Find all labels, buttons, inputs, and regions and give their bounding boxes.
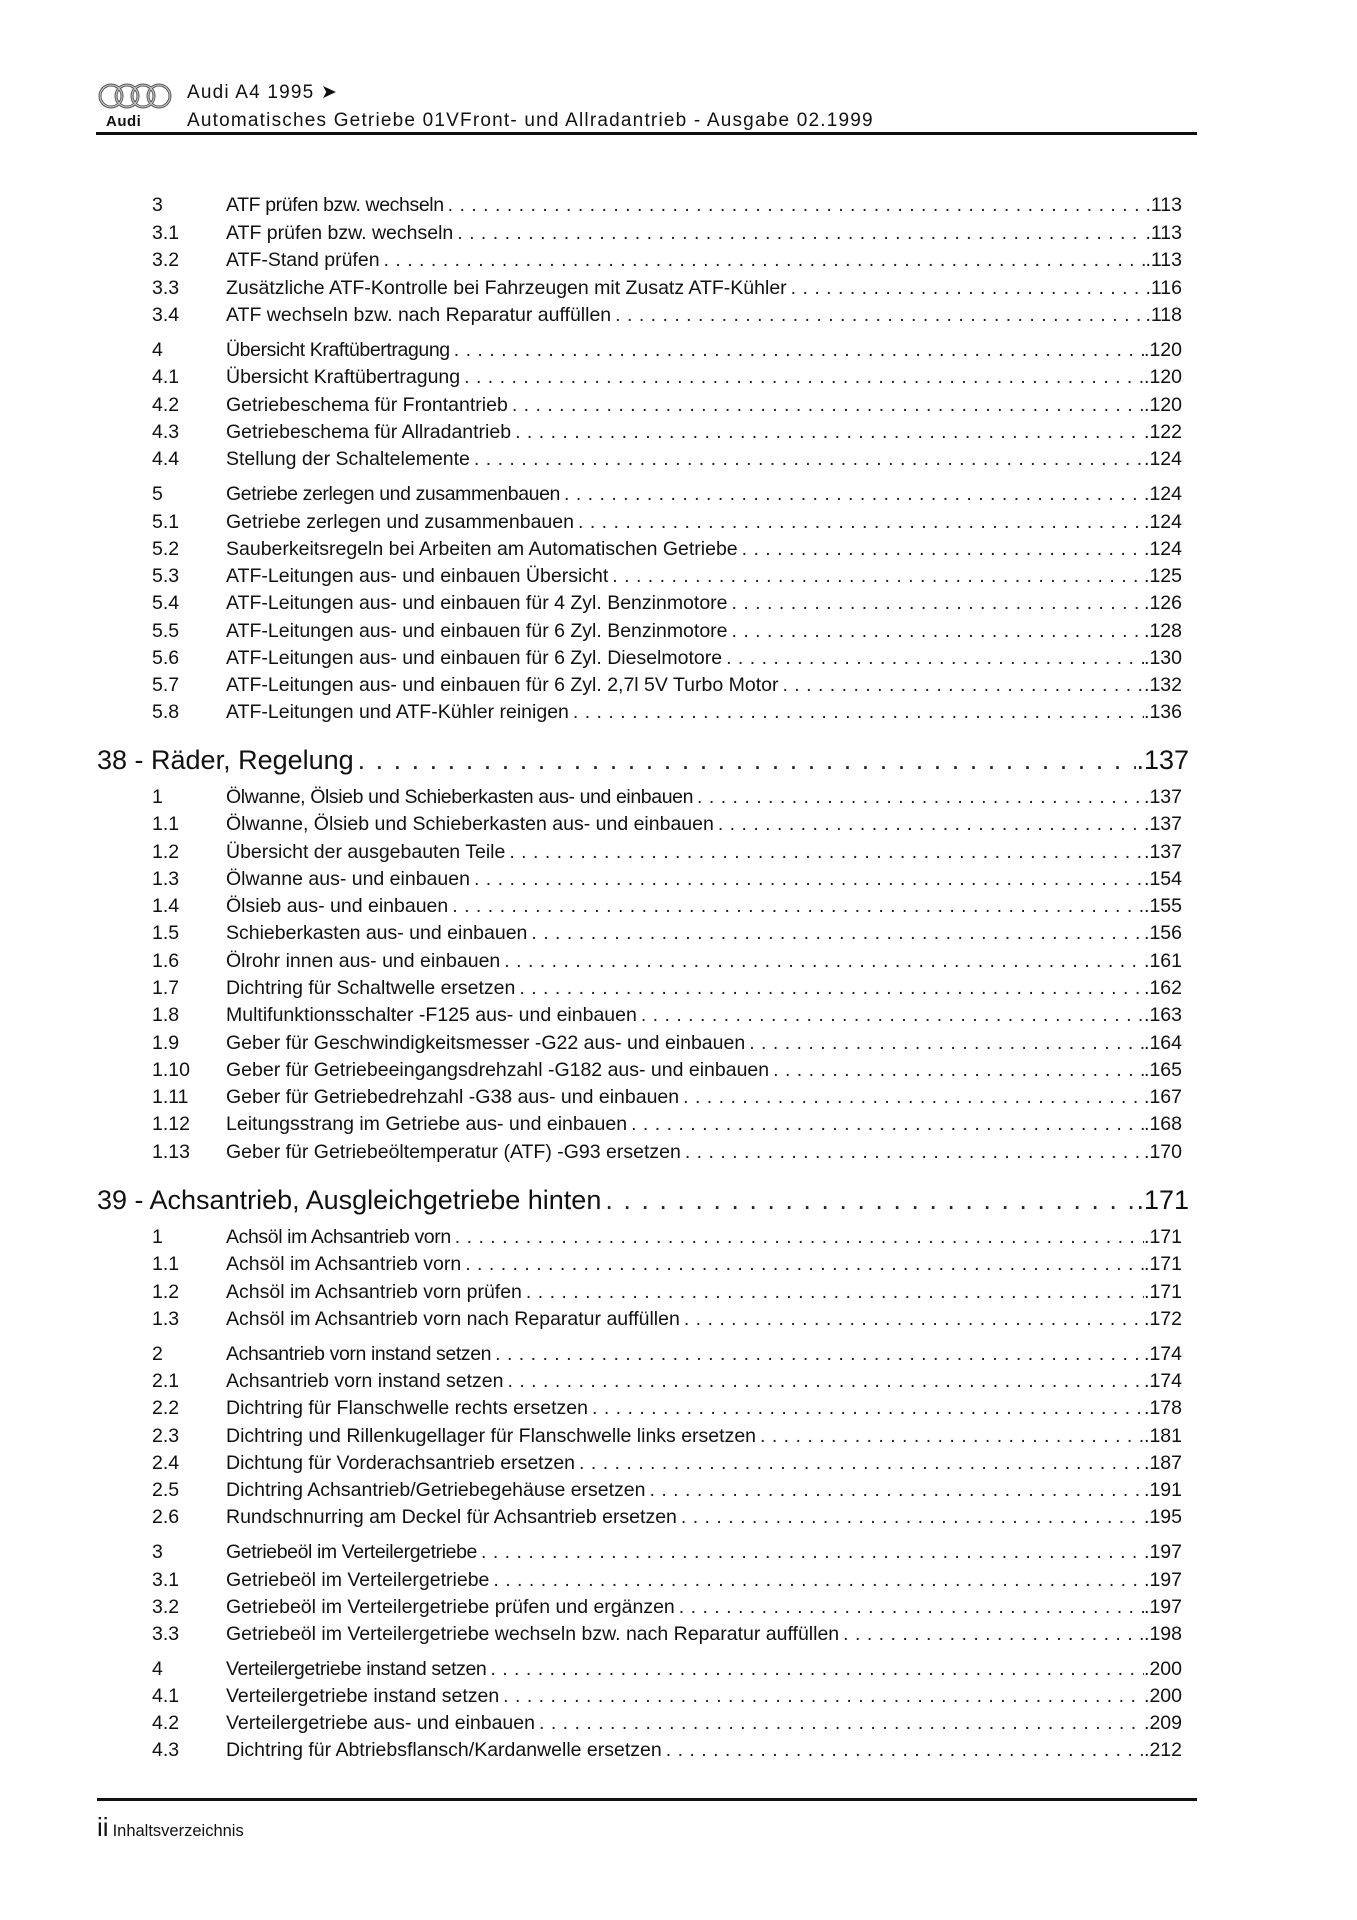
toc-number: 1.3 [152,1307,180,1330]
dot-leader [749,1032,1144,1055]
toc-title: Geber für Getriebeöltemperatur (ATF) -G93 ersetzen [226,1140,681,1163]
toc-number: 5 [152,482,163,505]
toc-title: ATF-Leitungen aus- und einbauen für 6 Zyl. Dieselmotore [226,646,723,669]
toc-number: 3.4 [152,303,180,326]
toc-title: Dichtring für Abtriebsflansch/Kardanwelle ersetzen [226,1738,662,1761]
toc-section-row[interactable] [152,784,1182,810]
toc-page-number: .120 [1144,365,1182,388]
toc-entry-row[interactable] [152,1306,1182,1332]
toc-number: 3.3 [152,276,180,299]
toc-title: Übersicht Kraftübertragung [226,338,450,361]
page-number: ii [97,1812,109,1842]
dot-leader [493,1569,1144,1592]
footer-divider [97,1798,1197,1801]
toc-title: Achsöl im Achsantrieb vorn [226,1252,462,1275]
toc-page-number: .174 [1144,1342,1182,1365]
dot-leader [791,277,1146,300]
toc-page-number: .171 [1144,1225,1182,1248]
dot-leader [732,592,1145,615]
toc-entry-row[interactable] [152,590,1182,616]
dot-leader [650,1479,1145,1502]
toc-title: Dichtring Achsantrieb/Getriebegehäuse ersetzen [226,1478,646,1501]
toc-number: 2 [152,1342,163,1365]
toc-number: 5.5 [152,619,180,642]
toc-entry-row[interactable] [152,392,1182,418]
dot-leader [464,366,1144,389]
dot-leader [683,1086,1144,1109]
dot-leader [508,1370,1145,1393]
toc-number: 3 [152,1540,163,1563]
toc-number: 4.1 [152,1684,180,1707]
toc-page-number: .209 [1144,1711,1182,1734]
dot-leader [612,565,1144,588]
toc-title: Ölwanne aus- und einbauen [226,867,470,890]
toc-title: Dichtung für Vorderachsantrieb ersetzen [226,1451,576,1474]
toc-number: 1.1 [152,812,180,835]
toc-title: Verteilergetriebe instand setzen [226,1657,487,1680]
toc-number: 3.2 [152,1595,180,1618]
toc-entry-row[interactable] [152,672,1182,698]
toc-page-number: .198 [1144,1622,1182,1645]
toc-section-row[interactable] [152,192,1182,218]
dot-leader [573,701,1144,724]
dot-leader [697,786,1144,809]
dot-leader [718,813,1144,836]
toc-entry-row[interactable] [152,1504,1182,1530]
toc-title: ATF-Leitungen aus- und einbauen für 6 Zyl. 2,7l 5V Turbo Motor [226,673,779,696]
dot-leader [685,1141,1144,1164]
toc-page-number: .174 [1144,1369,1182,1392]
toc-page-number: .161 [1144,949,1182,972]
toc-title: 38 - Räder, Regelung [97,744,354,775]
toc-number: 4.3 [152,420,180,443]
toc-title: ATF-Leitungen aus- und einbauen für 6 Zyl. Benzinmotore [226,619,728,642]
toc-entry-row[interactable] [152,446,1182,472]
toc-page-number: .164 [1144,1031,1182,1054]
toc-title: ATF wechseln bzw. nach Reparatur auffüllen [226,303,612,326]
toc-entry-row[interactable] [152,1279,1182,1305]
toc-entry-row[interactable] [152,1084,1182,1110]
toc-number: 5.1 [152,510,180,533]
toc-entry-row[interactable] [152,1477,1182,1503]
toc-page-number: .130 [1144,646,1182,669]
dot-leader [641,1004,1144,1027]
toc-chapter-row[interactable] [97,1183,1189,1217]
toc-page-number: .126 [1144,591,1182,614]
toc-number: 1.3 [152,867,180,890]
toc-section-row[interactable] [152,1539,1182,1565]
toc-title: ATF prüfen bzw. wechseln [226,221,454,244]
page-header [96,78,1197,134]
dot-leader [519,977,1144,1000]
dot-leader [732,620,1145,643]
dot-leader [666,1739,1144,1762]
toc-page-number: .124 [1144,482,1182,505]
dot-leader [782,674,1144,697]
toc-title: ATF prüfen bzw. wechseln [226,193,444,216]
toc-number: 1.10 [152,1058,190,1081]
toc-entry-row[interactable] [152,811,1182,837]
toc-number: 2.3 [152,1424,180,1447]
toc-entry-row[interactable] [152,1002,1182,1028]
toc-page-number: .124 [1144,510,1182,533]
toc-entry-row[interactable] [152,1057,1182,1083]
toc-page-number: .122 [1144,420,1182,443]
toc-number: 5.4 [152,591,180,614]
toc-page-number: .125 [1144,564,1182,587]
toc-number: 4.3 [152,1738,180,1761]
audi-rings-icon [98,82,174,110]
toc-entry-row[interactable] [152,699,1182,725]
toc-title: 39 - Achsantrieb, Ausgleichgetriebe hinten [97,1184,602,1215]
toc-section-row[interactable] [152,337,1182,363]
dot-leader [503,1685,1144,1708]
toc-entry-row[interactable] [152,839,1182,865]
page-footer [97,1812,244,1843]
toc-number: 4.1 [152,365,180,388]
toc-entry-row[interactable] [152,920,1182,946]
dot-leader [631,1113,1144,1136]
toc-page-number: .172 [1144,1307,1182,1330]
toc-entry-row[interactable] [152,645,1182,671]
dot-leader [481,1541,1144,1564]
dot-leader [504,950,1144,973]
toc-number: 5.7 [152,673,180,696]
toc-entry-row[interactable] [152,1737,1182,1763]
toc-title: ATF-Leitungen aus- und einbauen Übersicht [226,564,609,587]
toc-page-number: .120 [1144,338,1182,361]
toc-title: Getriebeöl im Verteilergetriebe [226,1540,477,1563]
toc-title: Ölwanne, Ölsieb und Schieberkasten aus- und einbauen [226,785,694,808]
dot-leader [495,1343,1144,1366]
toc-number: 1.8 [152,1003,180,1026]
toc-entry-row[interactable] [152,536,1182,562]
toc-page-number: .113 [1145,193,1182,216]
toc-number: 1 [152,785,163,808]
toc-page-number: .171 [1144,1280,1182,1303]
toc-entry-row[interactable] [152,247,1182,273]
toc-entry-row[interactable] [152,1395,1182,1421]
toc-page-number: .163 [1144,1003,1182,1026]
toc-number: 5.2 [152,537,180,560]
toc-title: Getriebeschema für Frontantrieb [226,393,508,416]
dot-leader [539,1712,1144,1735]
toc-page-number: .137 [1136,744,1189,775]
toc-title: Achsantrieb vorn instand setzen [226,1369,504,1392]
toc-page-number: .191 [1144,1478,1182,1501]
toc-title: Übersicht Kraftübertragung [226,365,461,388]
toc-title: Achsöl im Achsantrieb vorn prüfen [226,1280,522,1303]
toc-page-number: .168 [1144,1112,1182,1135]
toc-title: Getriebe zerlegen und zusammenbauen [226,482,560,505]
toc-number: 3.1 [152,1568,180,1591]
toc-title: Verteilergetriebe aus- und einbauen [226,1711,535,1734]
toc-page-number: .170 [1144,1140,1182,1163]
dot-leader [679,1596,1144,1619]
dot-leader [465,1253,1144,1276]
toc-page-number: .181 [1144,1424,1182,1447]
toc-entry-row[interactable] [152,364,1182,390]
toc-number: 1.2 [152,1280,180,1303]
toc-title: Dichtring für Flanschwelle rechts ersetzen [226,1396,588,1419]
toc-title: ATF-Leitungen aus- und einbauen für 4 Zyl. Benzinmotore [226,591,728,614]
toc-page-number: .137 [1144,840,1182,863]
toc-entry-row[interactable] [152,563,1182,589]
dot-leader [564,483,1144,506]
dot-leader [531,922,1144,945]
toc-page-number: .187 [1144,1451,1182,1474]
dot-leader [448,194,1146,217]
toc-number: 1 [152,1225,163,1248]
toc-title: Zusätzliche ATF-Kontrolle bei Fahrzeugen mit Zusatz ATF-Kühler [226,276,787,299]
toc-page-number: .137 [1144,785,1182,808]
toc-entry-row[interactable] [152,275,1182,301]
toc-page-number: .120 [1144,393,1182,416]
toc-title: Getriebe zerlegen und zusammenbauen [226,510,574,533]
toc-entry-row[interactable] [152,1251,1182,1277]
toc-number: 1.13 [152,1140,190,1163]
toc-chapter-row[interactable] [97,743,1189,777]
toc-title: Getriebeschema für Allradantrieb [226,420,512,443]
dot-leader [515,421,1144,444]
toc-number: 2.2 [152,1396,180,1419]
toc-section-row[interactable] [152,1656,1182,1682]
toc-entry-row[interactable] [152,419,1182,445]
toc-title: Schieberkasten aus- und einbauen [226,921,528,944]
dot-leader [526,1281,1144,1304]
toc-entry-row[interactable] [152,948,1182,974]
toc-page-number: .200 [1144,1657,1182,1680]
toc-page-number: .132 [1144,673,1182,696]
toc-page-number: .197 [1144,1568,1182,1591]
dot-leader [578,511,1144,534]
dot-leader [579,1452,1144,1475]
dot-leader [490,1658,1144,1681]
toc-title: ATF-Stand prüfen [226,248,380,271]
toc-title: Dichtring für Schaltwelle ersetzen [226,976,516,999]
dot-leader [384,249,1146,272]
audi-wordmark: Audi [106,113,142,130]
toc-number: 2.6 [152,1505,180,1528]
toc-page-number: .162 [1144,976,1182,999]
toc-title: Getriebeöl im Verteilergetriebe [226,1568,490,1591]
toc-title: Geber für Getriebeeingangsdrehzahl -G182 aus- und einbauen [226,1058,770,1081]
toc-entry-row[interactable] [152,1423,1182,1449]
toc-entry-row[interactable] [152,1567,1182,1593]
toc-title: Ölrohr innen aus- und einbauen [226,949,501,972]
toc-number: 4.2 [152,393,180,416]
toc-title: Achsöl im Achsantrieb vorn nach Reparatur auffüllen [226,1307,680,1330]
toc-number: 4 [152,338,163,361]
toc-entry-row[interactable] [152,866,1182,892]
toc-title: Verteilergetriebe instand setzen [226,1684,500,1707]
toc-title: Achsantrieb vorn instand setzen [226,1342,492,1365]
toc-entry-row[interactable] [152,893,1182,919]
toc-title: Geber für Geschwindigkeitsmesser -G22 aus- und einbauen [226,1031,746,1054]
toc-page-number: .136 [1144,700,1182,723]
dot-leader [684,1308,1144,1331]
toc-number: 5.8 [152,700,180,723]
toc-page-number: .195 [1144,1505,1182,1528]
toc-title: Dichtring und Rillenkugellager für Flanschwelle links ersetzen [226,1424,757,1447]
toc-number: 1.1 [152,1252,180,1275]
toc-section-row[interactable] [152,1224,1182,1250]
toc-entry-row[interactable] [152,1030,1182,1056]
toc-number: 1.11 [152,1085,189,1108]
toc-page-number: .118 [1145,303,1182,326]
dot-leader [474,868,1144,891]
toc-section-row[interactable] [152,481,1182,507]
dot-leader [358,745,1137,776]
toc-number: 2.1 [152,1369,180,1392]
toc-entry-row[interactable] [152,1683,1182,1709]
toc-title: Ölwanne, Ölsieb und Schieberkasten aus- und einbauen [226,812,714,835]
toc-entry-row[interactable] [152,220,1182,246]
toc-number: 3.2 [152,248,180,271]
toc-page-number: .116 [1145,276,1182,299]
dot-leader [509,841,1144,864]
toc-page-number: .155 [1144,894,1182,917]
dot-leader [452,895,1144,918]
toc-number: 1.9 [152,1031,180,1054]
toc-page-number: .197 [1144,1540,1182,1563]
toc-title: Geber für Getriebedrehzahl -G38 aus- und einbauen [226,1085,680,1108]
toc-title: Getriebeöl im Verteilergetriebe prüfen und ergänzen [226,1595,675,1618]
toc-number: 4 [152,1657,163,1680]
toc-number: 1.5 [152,921,180,944]
dot-leader [592,1397,1144,1420]
toc-title: ATF-Leitungen und ATF-Kühler reinigen [226,700,569,723]
dot-leader [455,1226,1144,1249]
dot-leader [681,1506,1144,1529]
document-subtitle: Automatisches Getriebe 01VFront- und Allradantrieb - Ausgabe 02.1999 [187,110,874,131]
toc-entry-row[interactable] [152,975,1182,1001]
toc-entry-row[interactable] [152,1111,1182,1137]
toc-number: 1.7 [152,976,180,999]
toc-page-number: .113 [1145,248,1182,271]
toc-number: 5.6 [152,646,180,669]
toc-page-number: .212 [1144,1738,1182,1761]
toc-page-number: .165 [1144,1058,1182,1081]
dot-leader [512,394,1144,417]
toc-number: 3.1 [152,221,180,244]
toc-number: 2.4 [152,1451,180,1474]
toc-number: 3.3 [152,1622,180,1645]
dot-leader [615,304,1145,327]
dot-leader [843,1623,1144,1646]
toc-page-number: .128 [1144,619,1182,642]
footer-label: Inhaltsverzeichnis [112,1822,244,1840]
toc-number: 1.2 [152,840,180,863]
toc-entry-row[interactable] [152,1139,1182,1165]
toc-title: Achsöl im Achsantrieb vorn [226,1225,451,1248]
toc-page-number: .200 [1144,1684,1182,1707]
toc-page-number: .113 [1145,221,1182,244]
toc-page-number: .156 [1144,921,1182,944]
dot-leader [605,1185,1136,1216]
toc-entry-row[interactable] [152,618,1182,644]
toc-entry-row[interactable] [152,1450,1182,1476]
toc-entry-row[interactable] [152,302,1182,328]
header-divider [96,132,1197,135]
toc-page-number: .178 [1144,1396,1182,1419]
dot-leader [474,448,1144,471]
toc-title: Sauberkeitsregeln bei Arbeiten am Automatischen Getriebe [226,537,738,560]
dot-leader [457,222,1145,245]
toc-number: 4.4 [152,447,180,470]
toc-entry-row[interactable] [152,1594,1182,1620]
toc-entry-row[interactable] [152,1621,1182,1647]
toc-number: 4.2 [152,1711,180,1734]
toc-title: Stellung der Schaltelemente [226,447,470,470]
toc-number: 5.3 [152,564,180,587]
toc-number: 2.5 [152,1478,180,1501]
toc-page-number: .154 [1144,867,1182,890]
toc-entry-row[interactable] [152,1710,1182,1736]
dot-leader [454,339,1144,362]
toc-page-number: .197 [1144,1595,1182,1618]
toc-title: Ölsieb aus- und einbauen [226,894,449,917]
toc-entry-row[interactable] [152,1368,1182,1394]
toc-page-number: .137 [1144,812,1182,835]
toc-title: Übersicht der ausgebauten Teile [226,840,506,863]
dot-leader [726,647,1144,670]
toc-number: 1.6 [152,949,180,972]
dot-leader [742,538,1144,561]
toc-page-number: .124 [1144,537,1182,560]
toc-page-number: .171 [1144,1252,1182,1275]
toc-page-number: .124 [1144,447,1182,470]
document-title: Audi A4 1995 ➤ [187,82,339,103]
toc-title: Multifunktionsschalter -F125 aus- und einbauen [226,1003,637,1026]
toc-section-row[interactable] [152,1341,1182,1367]
toc-page-number: .171 [1136,1184,1189,1215]
toc-title: Leitungsstrang im Getriebe aus- und einbauen [226,1112,628,1135]
toc-title: Rundschnurring am Deckel für Achsantrieb ersetzen [226,1505,677,1528]
dot-leader [773,1059,1144,1082]
toc-number: 3 [152,193,163,216]
audi-logo [98,82,174,130]
toc-page-number: .167 [1144,1085,1182,1108]
dot-leader [760,1425,1144,1448]
toc-title: Getriebeöl im Verteilergetriebe wechseln bzw. nach Reparatur auffüllen [226,1622,840,1645]
toc-number: 1.4 [152,894,180,917]
toc-entry-row[interactable] [152,509,1182,535]
toc-number: 1.12 [152,1112,190,1135]
